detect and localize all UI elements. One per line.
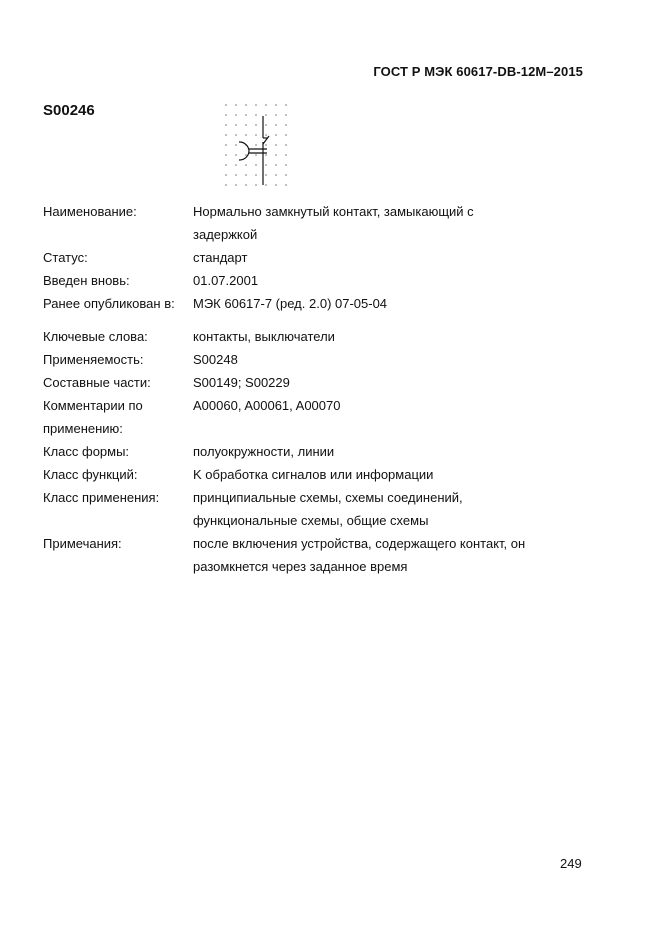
attribute-label: Составные части: bbox=[43, 375, 151, 390]
attribute-value: 01.07.2001 bbox=[193, 273, 259, 288]
grid-dot bbox=[275, 104, 277, 106]
grid-dot bbox=[225, 124, 227, 126]
attribute-row bbox=[43, 223, 603, 246]
grid-dot bbox=[235, 104, 237, 106]
attribute-label: Применяемость: bbox=[43, 352, 144, 367]
grid-dot bbox=[255, 134, 257, 136]
attribute-group-main bbox=[43, 200, 603, 315]
page-number: 249 bbox=[560, 856, 582, 871]
grid-dot bbox=[235, 124, 237, 126]
symbol-code: S00246 bbox=[43, 102, 95, 119]
attribute-label: Ключевые слова: bbox=[43, 329, 148, 344]
grid-dot bbox=[225, 174, 227, 176]
attribute-row bbox=[43, 555, 603, 578]
grid-dot bbox=[245, 184, 247, 186]
attribute-value: A00060, A00061, A00070 bbox=[193, 398, 341, 413]
grid-dot bbox=[255, 144, 257, 146]
grid-dot bbox=[235, 114, 237, 116]
grid-dot bbox=[285, 134, 287, 136]
grid-dot bbox=[245, 154, 247, 156]
grid-dot bbox=[235, 144, 237, 146]
attribute-group-classification bbox=[43, 325, 603, 578]
grid-dot bbox=[275, 114, 277, 116]
attribute-label: Наименование: bbox=[43, 204, 137, 219]
grid-dot bbox=[285, 164, 287, 166]
attribute-label: Примечания: bbox=[43, 536, 122, 551]
attribute-row bbox=[43, 325, 603, 348]
attribute-row bbox=[43, 292, 603, 315]
attribute-row bbox=[43, 440, 603, 463]
attribute-value: МЭК 60617-7 (ред. 2.0) 07-05-04 bbox=[193, 296, 388, 311]
grid-dot bbox=[265, 124, 267, 126]
attribute-value: S00248 bbox=[193, 352, 238, 367]
attribute-value: K обработка сигналов или информации bbox=[193, 467, 434, 482]
attribute-value: функциональные схемы, общие схемы bbox=[193, 513, 429, 528]
grid-dot bbox=[235, 164, 237, 166]
grid-dot bbox=[225, 184, 227, 186]
attribute-table bbox=[43, 200, 603, 578]
grid-dot bbox=[285, 174, 287, 176]
attribute-value: после включения устройства, содержащего контакт, он bbox=[193, 536, 526, 551]
attribute-label: Статус: bbox=[43, 250, 88, 265]
grid-dot bbox=[265, 174, 267, 176]
grid-dot bbox=[265, 134, 267, 136]
attribute-row bbox=[43, 486, 603, 509]
attribute-label: Введен вновь: bbox=[43, 273, 130, 288]
grid-dot bbox=[245, 124, 247, 126]
grid-dot bbox=[265, 164, 267, 166]
grid-dot bbox=[255, 184, 257, 186]
attribute-row bbox=[43, 463, 603, 486]
grid-dot bbox=[235, 134, 237, 136]
delayed-make-contact-symbol-icon bbox=[219, 98, 299, 203]
grid-dot bbox=[255, 104, 257, 106]
grid-dot bbox=[265, 154, 267, 156]
grid-dot bbox=[265, 114, 267, 116]
grid-dot bbox=[275, 134, 277, 136]
attribute-value: S00149; S00229 bbox=[193, 375, 290, 390]
grid-dot bbox=[225, 104, 227, 106]
grid-dot bbox=[225, 144, 227, 146]
attribute-value: принципиальные схемы, схемы соединений, bbox=[193, 490, 463, 505]
grid-dot bbox=[275, 184, 277, 186]
grid-dot bbox=[255, 154, 257, 156]
attribute-row bbox=[43, 269, 603, 292]
attribute-row bbox=[43, 371, 603, 394]
grid-dot bbox=[255, 114, 257, 116]
attribute-row bbox=[43, 417, 603, 440]
grid-dot bbox=[265, 104, 267, 106]
grid-dot bbox=[245, 164, 247, 166]
attribute-row bbox=[43, 532, 603, 555]
grid-dot bbox=[275, 144, 277, 146]
attribute-label: Ранее опубликован в: bbox=[43, 296, 175, 311]
grid-dot bbox=[255, 174, 257, 176]
grid-dot bbox=[225, 164, 227, 166]
attribute-label: Комментарии по bbox=[43, 398, 143, 413]
grid-dot bbox=[275, 174, 277, 176]
grid-dot bbox=[285, 184, 287, 186]
attribute-label bbox=[43, 555, 193, 578]
attribute-label: Класс функций: bbox=[43, 467, 138, 482]
grid-dot bbox=[255, 124, 257, 126]
attribute-label bbox=[43, 509, 193, 532]
grid-dot bbox=[265, 144, 267, 146]
grid-dot bbox=[275, 164, 277, 166]
attribute-row bbox=[43, 200, 603, 223]
attribute-row bbox=[43, 394, 603, 417]
attribute-value: контакты, выключатели bbox=[193, 329, 335, 344]
grid-dot bbox=[275, 124, 277, 126]
grid-dot bbox=[235, 154, 237, 156]
attribute-row bbox=[43, 348, 603, 371]
attribute-label: Класс применения: bbox=[43, 490, 160, 505]
attribute-value: Нормально замкнутый контакт, замыкающий с bbox=[193, 204, 474, 219]
grid-dot bbox=[285, 104, 287, 106]
grid-dot bbox=[285, 144, 287, 146]
attribute-row bbox=[43, 509, 603, 532]
grid-dot bbox=[245, 134, 247, 136]
grid-dot bbox=[285, 124, 287, 126]
attribute-value: полуокружности, линии bbox=[193, 444, 335, 459]
grid-dot bbox=[225, 134, 227, 136]
grid-dot bbox=[235, 174, 237, 176]
group-spacer bbox=[43, 315, 603, 325]
grid-dot bbox=[245, 104, 247, 106]
grid-dot bbox=[225, 154, 227, 156]
grid-dot bbox=[265, 184, 267, 186]
grid-dot bbox=[225, 114, 227, 116]
grid-dot bbox=[285, 154, 287, 156]
grid-dot bbox=[235, 184, 237, 186]
attribute-label: применению: bbox=[43, 421, 123, 436]
document-header: ГОСТ Р МЭК 60617-DB-12M–2015 bbox=[373, 64, 583, 79]
grid-dot bbox=[275, 154, 277, 156]
attribute-value: задержкой bbox=[193, 227, 258, 242]
attribute-value: стандарт bbox=[193, 250, 248, 265]
attribute-label bbox=[43, 223, 193, 246]
grid-dot bbox=[245, 114, 247, 116]
attribute-value: разомкнется через заданное время bbox=[193, 559, 408, 574]
grid-dot bbox=[245, 174, 247, 176]
attribute-value bbox=[193, 417, 603, 440]
attribute-label: Класс формы: bbox=[43, 444, 130, 459]
attribute-row bbox=[43, 246, 603, 269]
grid-dot bbox=[255, 164, 257, 166]
grid-dot bbox=[285, 114, 287, 116]
